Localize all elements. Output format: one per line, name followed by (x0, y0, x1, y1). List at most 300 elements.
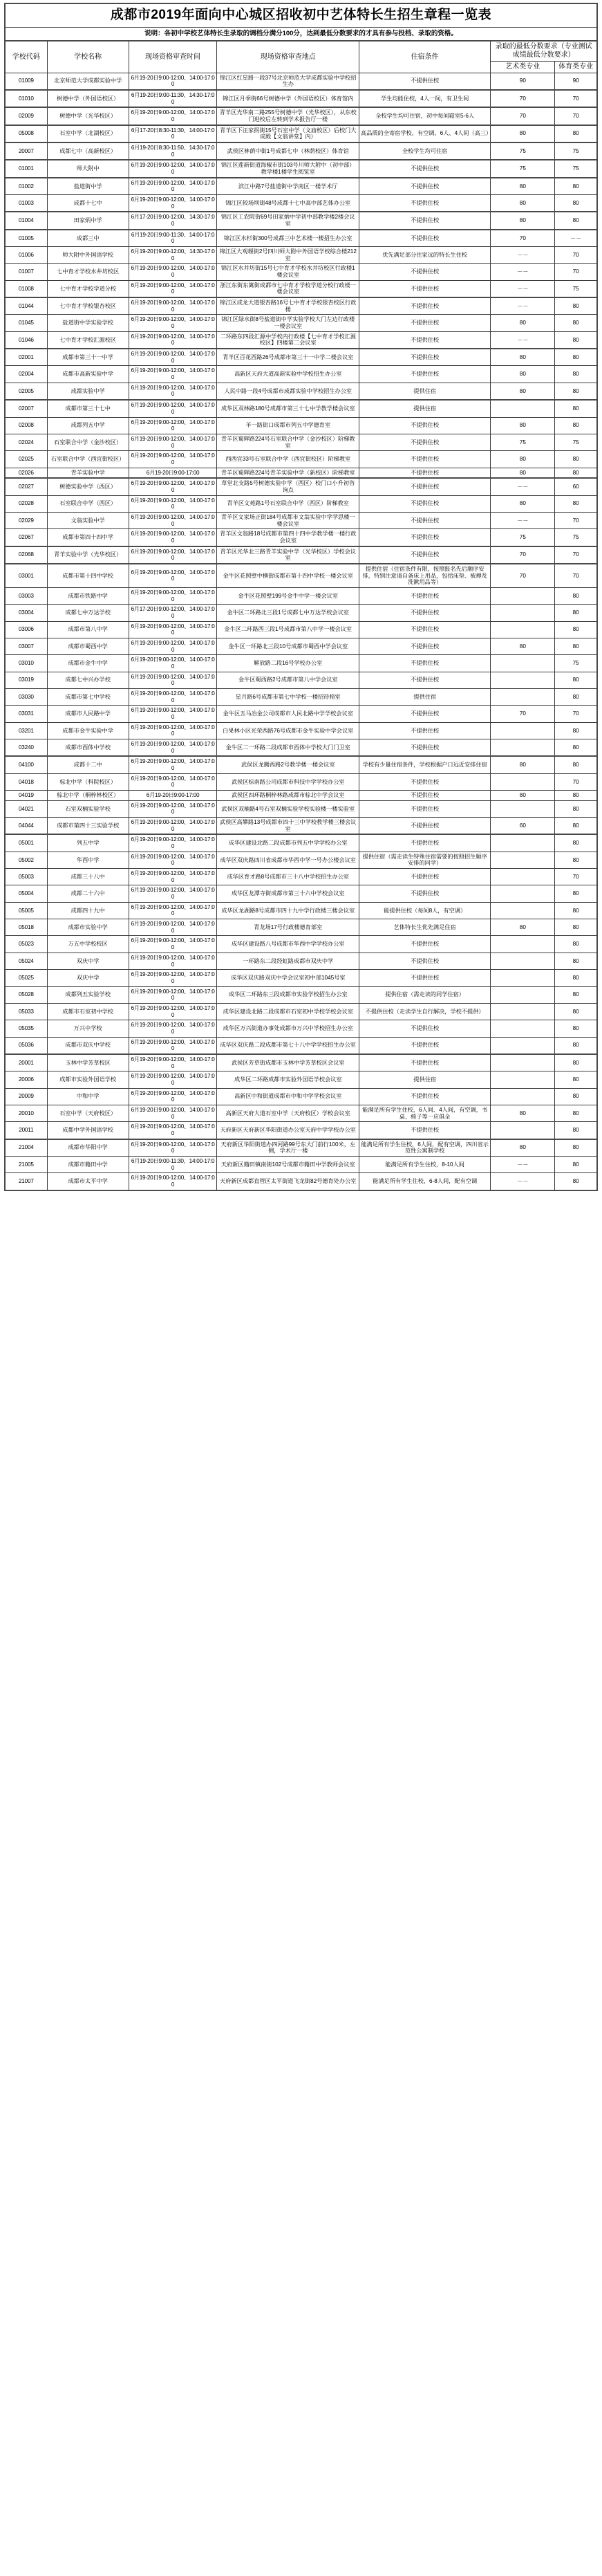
school-code-cell: 20011 (5, 1122, 47, 1139)
art-score-cell (491, 587, 555, 604)
school-code-cell: 05023 (5, 936, 47, 953)
review-time-cell: 6月19-20日9:00-12:00、14:00-17:00 (129, 434, 217, 450)
dorm-condition-cell: 不提供住校 (359, 315, 491, 331)
dorm-condition-cell: 不提供住校 (359, 264, 491, 280)
sport-score-cell: 70 (555, 90, 597, 107)
school-name-cell: 成都市第十四中学校 (47, 564, 129, 588)
art-score-cell: －－ (491, 247, 555, 264)
review-time-cell: 6月19-20日9:00-12:00、14:00-17:00 (129, 919, 217, 936)
review-time-cell: 6月19-20日9:00-12:00、14:00-17:00 (129, 1105, 217, 1121)
school-code-cell: 02068 (5, 546, 47, 564)
school-name-cell: 成都三十八中 (47, 869, 129, 885)
sport-score-cell: 80 (555, 178, 597, 195)
review-time-cell: 6月19-20日9:00-12:00、14:00-17:00 (129, 722, 217, 739)
review-time-cell: 6月19-20日9:00-12:00、14:00-17:00 (129, 478, 217, 495)
dorm-condition-cell: 不提供住校 (359, 773, 491, 790)
header-review-time: 现场资格审查时间 (129, 41, 217, 73)
review-time-cell: 6月19-20日9:00-12:00、14:00-17:00 (129, 1003, 217, 1020)
sport-score-cell: 70 (555, 706, 597, 722)
review-time-cell: 6月19-20日9:00-12:00、14:00-17:00 (129, 756, 217, 773)
art-score-cell: 70 (491, 90, 555, 107)
art-score-cell: 80 (491, 1105, 555, 1121)
dorm-condition-cell: 不提供住校 (359, 349, 491, 366)
school-code-cell: 02027 (5, 478, 47, 495)
review-place-cell: 锦江区大观堰街2号四川师大附中外国语学校综合楼212室 (217, 247, 359, 264)
art-score-cell (491, 885, 555, 902)
table-row (5, 331, 597, 349)
dorm-condition-cell: 能满足所有学生住校，8-10人间 (359, 1156, 491, 1172)
school-name-cell: 师大附中 (47, 160, 129, 177)
school-code-cell: 02024 (5, 434, 47, 450)
dorm-condition-cell: 不提供住校 (359, 512, 491, 528)
school-code-cell: 05025 (5, 970, 47, 986)
sport-score-cell: 75 (555, 142, 597, 160)
review-time-cell: 6月19-20日9:00-12:00、14:00-17:00 (129, 739, 217, 757)
dorm-condition-cell: 不提供住校 (359, 478, 491, 495)
school-name-cell: 列五中学 (47, 834, 129, 852)
review-time-cell: 6月19-20日9:00-12:00、14:00-17:00 (129, 1054, 217, 1071)
sport-score-cell: 80 (555, 1139, 597, 1157)
art-score-cell (491, 1020, 555, 1037)
art-score-cell (491, 1037, 555, 1054)
dorm-condition-cell: 不提供住校 (359, 529, 491, 546)
school-code-cell: 01002 (5, 178, 47, 195)
review-time-cell: 6月17-20日9:00-12:00、14:00-17:00 (129, 605, 217, 621)
review-place-cell: 金牛区花照壁中横街成都市第十四中学校一楼会议室 (217, 564, 359, 588)
dorm-condition-cell: 不提供住校 (359, 495, 491, 512)
table-row (5, 800, 597, 817)
school-name-cell: 青羊实验中学（光华校区） (47, 546, 129, 564)
dorm-condition-cell: 不提供住校 (359, 1122, 491, 1139)
school-code-cell: 05036 (5, 1037, 47, 1054)
dorm-condition-cell: 不提供住校 (359, 869, 491, 885)
dorm-condition-cell: 不提供住校 (359, 587, 491, 604)
school-name-cell: 石室双楠实验学校 (47, 800, 129, 817)
art-score-cell (491, 400, 555, 417)
review-place-cell: 滨江中路7号盐道街中学南区一楼学术厅 (217, 178, 359, 195)
dorm-condition-cell: 提供住宿 (359, 400, 491, 417)
art-score-cell: 80 (491, 919, 555, 936)
dorm-condition-cell: 不提供住校 (359, 451, 491, 468)
table-row (5, 73, 597, 90)
school-name-cell: 盐道街中学 (47, 178, 129, 195)
school-code-cell: 21007 (5, 1173, 47, 1190)
sport-score-cell: 80 (555, 885, 597, 902)
sport-score-cell: 80 (555, 315, 597, 331)
table-row (5, 773, 597, 790)
sport-score-cell: 80 (555, 739, 597, 757)
table-row (5, 936, 597, 953)
school-name-cell: 北京师范大学成都实验中学 (47, 73, 129, 90)
art-score-cell: 80 (491, 349, 555, 366)
review-time-cell: 6月19-20日9:00-12:00、14:00-17:00 (129, 800, 217, 817)
sport-score-cell: 80 (555, 672, 597, 688)
dorm-condition-cell: 全校学生均可住宿，初中每间寝室5-6人 (359, 107, 491, 125)
school-code-cell: 21004 (5, 1139, 47, 1157)
sport-score-cell: 80 (555, 791, 597, 801)
header-school-code: 学校代码 (5, 41, 47, 73)
sport-score-cell: 70 (555, 546, 597, 564)
dorm-condition-cell: 不提供住校 (359, 230, 491, 247)
sport-score-cell: 80 (555, 1173, 597, 1190)
review-place-cell: 成华区育才路8号成都市三十八中学校招生办公室 (217, 869, 359, 885)
school-name-cell: 成都二十六中 (47, 885, 129, 902)
table-row (5, 315, 597, 331)
sport-score-cell: 80 (555, 756, 597, 773)
review-place-cell: 锦江区绿水街8号盐道街中学实验学校大门左边行政楼一楼会议室 (217, 315, 359, 331)
school-name-cell: 棕北中学（桐梓林校区） (47, 791, 129, 801)
table-row (5, 756, 597, 773)
school-name-cell: 玉林中学芳草校区 (47, 1054, 129, 1071)
review-time-cell: 6月19-20日9:00-12:00、14:00-17:00 (129, 400, 217, 417)
review-place-cell: 成华区龙潭寺街成都市第三十六中学校会议室 (217, 885, 359, 902)
art-score-cell (491, 953, 555, 969)
review-time-cell: 6月19-20日9:00-12:00、14:00-17:00 (129, 621, 217, 638)
review-time-cell: 6月19-20日9:00-12:00、14:00-17:00 (129, 546, 217, 564)
school-code-cell: 05033 (5, 1003, 47, 1020)
review-place-cell: 金牛区二环路北三段1号成都七中万达学校会议室 (217, 605, 359, 621)
review-place-cell: 天府新区籍田镇南街102号成都市籍田中学教师会议室 (217, 1156, 359, 1172)
sport-score-cell: 80 (555, 621, 597, 638)
table-row (5, 383, 597, 400)
table-row (5, 869, 597, 885)
table-row (5, 230, 597, 247)
table-row (5, 264, 597, 280)
school-code-cell: 05035 (5, 1020, 47, 1037)
school-name-cell: 成都市实验中学 (47, 919, 129, 936)
review-place-cell: 高新区天府大道石室中学（天府校区）学校会议室 (217, 1105, 359, 1121)
table-row (5, 834, 597, 852)
review-place-cell: 武侯区双楠路4号石室双楠实验学校实验楼一楼实验室 (217, 800, 359, 817)
art-score-cell: 75 (491, 529, 555, 546)
table-row (5, 1122, 597, 1139)
review-place-cell: 成华区龙湖路8号成都市四十九中学行政楼三楼会议室 (217, 902, 359, 919)
dorm-condition-cell: 不提供住校 (359, 212, 491, 229)
school-name-cell: 成都市第四十三实验学校 (47, 818, 129, 835)
dorm-condition-cell: 不提供住校 (359, 953, 491, 969)
sport-score-cell: 80 (555, 383, 597, 400)
dorm-condition-cell: 提供住宿 (359, 383, 491, 400)
table-row (5, 468, 597, 478)
table-row (5, 791, 597, 801)
table-row (5, 349, 597, 366)
table-row (5, 587, 597, 604)
sport-score-cell: 70 (555, 264, 597, 280)
art-score-cell: 80 (491, 315, 555, 331)
sport-score-cell: 80 (555, 1156, 597, 1172)
school-code-cell: 02009 (5, 107, 47, 125)
school-name-cell: 成都市高新实验中学 (47, 366, 129, 383)
school-name-cell: 成都市籍田中学 (47, 1156, 129, 1172)
school-code-cell: 03010 (5, 655, 47, 672)
sport-score-cell: 80 (555, 834, 597, 852)
art-score-cell: 80 (491, 125, 555, 142)
review-time-cell: 6月19-20日9:00-12:00、14:00-17:00 (129, 970, 217, 986)
school-code-cell: 05008 (5, 125, 47, 142)
school-code-cell: 02004 (5, 366, 47, 383)
art-score-cell (491, 773, 555, 790)
art-score-cell: 70 (491, 706, 555, 722)
sport-score-cell: 80 (555, 366, 597, 383)
review-place-cell: 天府新区成都直管区太平街道飞龙街82号德育处办公室 (217, 1173, 359, 1190)
school-name-cell: 七中育才学校水井坊校区 (47, 264, 129, 280)
school-code-cell: 20006 (5, 1071, 47, 1088)
review-place-cell: 武侯区芳草街成都市玉林中学芳草校区会议室 (217, 1054, 359, 1071)
art-score-cell: －－ (491, 331, 555, 349)
school-code-cell: 02025 (5, 451, 47, 468)
school-name-cell: 成都市华阳中学 (47, 1139, 129, 1157)
dorm-condition-cell: 不提供住校 (359, 605, 491, 621)
school-name-cell: 文翁实验中学 (47, 512, 129, 528)
review-time-cell: 6月19-20日9:00-12:00、14:00-17:00 (129, 160, 217, 177)
school-name-cell: 成都市第四十四中学 (47, 529, 129, 546)
review-time-cell: 6月19-20日9:00-12:00、14:00-17:00 (129, 1139, 217, 1157)
dorm-condition-cell: 不提供住校 (359, 546, 491, 564)
dorm-condition-cell: 能满足所有学生住校，6-8人间，配有空调 (359, 1173, 491, 1190)
sport-score-cell: 80 (555, 400, 597, 417)
sport-score-cell: 80 (555, 936, 597, 953)
dorm-condition-cell: 不提供住校 (359, 195, 491, 212)
art-score-cell: 75 (491, 142, 555, 160)
dorm-condition-cell: 提供住宿（需走读生特殊住宿需要的按照招生顺序安排的同学） (359, 852, 491, 868)
review-place-cell: 成华区双庆路二段成都市第七十八中学学校招生办公室 (217, 1037, 359, 1054)
table-row (5, 689, 597, 706)
sport-score-cell: 80 (555, 638, 597, 654)
sport-score-cell: 80 (555, 1037, 597, 1054)
header-school-name: 学校名称 (47, 41, 129, 73)
sport-score-cell: 70 (555, 512, 597, 528)
school-name-cell: 田家炳中学 (47, 212, 129, 229)
school-code-cell: 04018 (5, 773, 47, 790)
review-time-cell: 6月19-20日9:00-12:00、14:00-17:00 (129, 564, 217, 588)
school-name-cell: 成都市第七中学校 (47, 689, 129, 706)
dorm-condition-cell: 优先满足部分住家远的特长生住校 (359, 247, 491, 264)
sport-score-cell: 80 (555, 587, 597, 604)
review-place-cell: 青羊区文苑路1号石室联合中学（西区）阶梯教室 (217, 495, 359, 512)
school-code-cell: 03240 (5, 739, 47, 757)
school-code-cell: 05018 (5, 919, 47, 936)
school-name-cell: 成都七中（高新校区） (47, 142, 129, 160)
dorm-condition-cell: 提供住宿（住宿条件有限，按照报名先后顺序安排，特别注意请自备床上用品，包括床垫、被褥及洗漱用品等） (359, 564, 491, 588)
school-code-cell: 20010 (5, 1105, 47, 1121)
table-row (5, 818, 597, 835)
school-code-cell: 01045 (5, 315, 47, 331)
dorm-condition-cell: 不提供住校 (359, 178, 491, 195)
review-time-cell: 6月19-20日9:00-12:00、14:00-17:00 (129, 417, 217, 434)
review-time-cell: 6月19-20日9:00-12:00、14:00-17:00 (129, 1122, 217, 1139)
sport-score-cell: 80 (555, 451, 597, 468)
art-score-cell (491, 672, 555, 688)
school-code-cell: 05002 (5, 852, 47, 868)
school-code-cell: 04021 (5, 800, 47, 817)
school-name-cell: 中和中学 (47, 1088, 129, 1105)
school-code-cell: 01046 (5, 331, 47, 349)
school-code-cell: 03001 (5, 564, 47, 588)
review-place-cell: 草堂北支路5号树德实验中学（西区）校门口小升初咨询点 (217, 478, 359, 495)
review-time-cell: 6月19-20日9:00-12:00、14:00-17:00 (129, 587, 217, 604)
dorm-condition-cell: 能满足所有学生住校，6人间，配有空调，四川省示范性公寓制学校 (359, 1139, 491, 1157)
school-code-cell: 04019 (5, 791, 47, 801)
school-name-cell: 成都市石室初中学校 (47, 1003, 129, 1020)
art-score-cell: 90 (491, 73, 555, 90)
review-time-cell: 6月19-20日9:00-12:00、14:00-17:00 (129, 178, 217, 195)
review-place-cell: 金牛区蜀西路2号成都市第八中学会议室 (217, 672, 359, 688)
table-row (5, 986, 597, 1003)
table-row (5, 1173, 597, 1190)
review-place-cell: 成华区建设路八号成都市华西中学学校办公室 (217, 936, 359, 953)
dorm-condition-cell: 不提供住校 (359, 366, 491, 383)
art-score-cell (491, 689, 555, 706)
school-name-cell: 石室联合中学（西区） (47, 495, 129, 512)
dorm-condition-cell: 能满足所有学生住校，6人间、4人间，有空调，书桌、椅子等一应俱全 (359, 1105, 491, 1121)
review-place-cell: 浙江东街东篱街成都市七中育才学校学道分校行政楼一楼会议室 (217, 280, 359, 297)
table-row (5, 280, 597, 297)
art-score-cell: 70 (491, 546, 555, 564)
art-score-cell (491, 1071, 555, 1088)
sport-score-cell: 70 (555, 869, 597, 885)
school-name-cell: 成都市双庆中学校 (47, 1037, 129, 1054)
school-code-cell: 01006 (5, 247, 47, 264)
review-time-cell: 6月19-20日9:00-12:00、14:00-17:00 (129, 297, 217, 315)
table-row (5, 902, 597, 919)
sport-score-cell: 75 (555, 529, 597, 546)
table-row (5, 160, 597, 177)
school-code-cell: 03006 (5, 621, 47, 638)
review-place-cell: 二环路东四段汇源中学校内行政楼【七中育才学校汇源校区】四楼第二会议室 (217, 331, 359, 349)
review-place-cell: 高新区天府大道高新实验中学校招生办公室 (217, 366, 359, 383)
review-time-cell: 6月19-20日9:00-12:00、14:00-17:00 (129, 495, 217, 512)
school-code-cell: 04100 (5, 756, 47, 773)
sport-score-cell: 80 (555, 1003, 597, 1020)
table-row (5, 478, 597, 495)
school-name-cell: 棕北中学（科院校区） (47, 773, 129, 790)
review-time-cell: 6月19-20日9:00-12:00、14:00-17:00 (129, 315, 217, 331)
art-score-cell: 80 (491, 195, 555, 212)
school-code-cell: 03003 (5, 587, 47, 604)
review-place-cell: 青龙场17号行政楼德育部室 (217, 919, 359, 936)
document-note: 说明：各初中学校艺体特长生录取的调档分满分100分，达到最低分数要求的才具有参与投档、录取的资格。 (144, 29, 458, 37)
art-score-cell: 80 (491, 212, 555, 229)
school-name-cell: 成都市太平中学 (47, 1173, 129, 1190)
art-score-cell: －－ (491, 478, 555, 495)
table-row (5, 655, 597, 672)
school-name-cell: 树德中学（外国语校区） (47, 90, 129, 107)
review-place-cell: 金牛区花照壁199号金牛中学一楼会议室 (217, 587, 359, 604)
art-score-cell: －－ (491, 512, 555, 528)
dorm-condition-cell: 不提供住校 (359, 885, 491, 902)
school-code-cell: 03201 (5, 722, 47, 739)
school-code-cell: 03030 (5, 689, 47, 706)
table-row (5, 495, 597, 512)
school-code-cell: 01009 (5, 73, 47, 90)
review-place-cell: 成华区万兴街道办事处成都市万兴中学校招生办公室 (217, 1020, 359, 1037)
table-row (5, 1156, 597, 1172)
review-time-cell: 6月19-20日9:00-12:00、14:00-17:00 (129, 1037, 217, 1054)
dorm-condition-cell: 不提供住校 (359, 970, 491, 986)
review-place-cell: 白果林小区光荣西路76号成都市金牛实验中学会议室 (217, 722, 359, 739)
art-score-cell (491, 852, 555, 868)
title-band (4, 3, 598, 27)
art-score-cell: 60 (491, 818, 555, 835)
school-name-cell: 万兴中学校 (47, 1020, 129, 1037)
table-body (5, 73, 597, 1190)
art-score-cell (491, 986, 555, 1003)
review-time-cell: 6月19-20日9:00-12:00、14:00-17:00 (129, 1088, 217, 1105)
review-place-cell: 锦江区较场坝街48号成都十七中高中部艺体办公室 (217, 195, 359, 212)
review-place-cell: 锦江区工农院街69号田家炳中学初中部教学楼2楼会议室 (217, 212, 359, 229)
school-code-cell: 01001 (5, 160, 47, 177)
school-name-cell: 成都实验中学 (47, 383, 129, 400)
school-code-cell: 05024 (5, 953, 47, 969)
review-place-cell: 一环路东二段经虹路成都市双庆中学 (217, 953, 359, 969)
school-code-cell: 01007 (5, 264, 47, 280)
sport-score-cell: 75 (555, 160, 597, 177)
page-title: 成都市2019年面向中心城区招收初中艺体特长生招生章程一览表 (110, 8, 492, 22)
table-row (5, 852, 597, 868)
review-time-cell: 6月19-20日9:00-12:00、14:30-17:00 (129, 247, 217, 264)
art-score-cell: 80 (491, 1139, 555, 1157)
table-header (5, 41, 597, 73)
dorm-condition-cell: 不提供住校 (359, 1054, 491, 1071)
school-name-cell: 成都市西体中学校 (47, 739, 129, 757)
school-name-cell: 成都市铁路中学 (47, 587, 129, 604)
review-place-cell: 锦江区成龙大道银杏路16号七中育才学校银杏校区行政楼 (217, 297, 359, 315)
art-score-cell (491, 722, 555, 739)
table-row (5, 142, 597, 160)
review-time-cell: 6月19-20日9:00-12:00、14:00-17:00 (129, 1071, 217, 1088)
table-row (5, 1105, 597, 1121)
art-score-cell: 80 (491, 638, 555, 654)
school-code-cell: 05004 (5, 885, 47, 902)
dorm-condition-cell: 不提供住校 (359, 417, 491, 434)
review-place-cell: 锦江区红星路一段37号北京师范大学成都实验中学校招生办 (217, 73, 359, 90)
review-place-cell: 青羊区百花西路26号成都市第三十一中学二楼会议室 (217, 349, 359, 366)
school-name-cell: 七中育才学校汇源校区 (47, 331, 129, 349)
art-score-cell (491, 936, 555, 953)
review-place-cell: 武侯区四环路桐梓林路成都市棕北中学会议室 (217, 791, 359, 801)
art-score-cell (491, 800, 555, 817)
dorm-condition-cell: 不提供住校 (359, 1088, 491, 1105)
sport-score-cell: －－ (555, 230, 597, 247)
table-row (5, 451, 597, 468)
school-name-cell: 七中育才学校学道分校 (47, 280, 129, 297)
school-code-cell: 02008 (5, 417, 47, 434)
review-place-cell: 天府新区天府新区华阳街道办公室天府中学学校办公室 (217, 1122, 359, 1139)
dorm-condition-cell: 学生均能住校，4人一间，有卫生间 (359, 90, 491, 107)
sport-score-cell: 80 (555, 986, 597, 1003)
art-score-cell (491, 834, 555, 852)
review-time-cell: 6月19-20日9:00-12:00、14:00-17:00 (129, 706, 217, 722)
header-review-place: 现场资格审查地点 (217, 41, 359, 73)
dorm-condition-cell: 提供住宿（需走读的同学住宿） (359, 986, 491, 1003)
sport-score-cell: 80 (555, 1054, 597, 1071)
art-score-cell: 70 (491, 107, 555, 125)
dorm-condition-cell: 不提供住校 (359, 297, 491, 315)
sport-score-cell: 80 (555, 297, 597, 315)
review-place-cell: 青羊区蜀辉路224号石室联合中学（金沙校区）阶梯教室 (217, 434, 359, 450)
review-time-cell: 6月19-20日9:00-12:00、14:00-17:00 (129, 885, 217, 902)
header-dorm-condition: 住宿条件 (359, 41, 491, 73)
review-place-cell: 青羊区光华南二路255号树德中学（光华校区），从东校门进校后左转到学术报告厅一楼 (217, 107, 359, 125)
school-code-cell: 02005 (5, 383, 47, 400)
review-time-cell: 6月19-20日9:00-11:30、14:30-17:00 (129, 90, 217, 107)
school-name-cell: 成都市第八中学 (47, 621, 129, 638)
sport-score-cell: 80 (555, 818, 597, 835)
art-score-cell: －－ (491, 297, 555, 315)
review-time-cell: 6月19-20日9:00-12:00、14:00-17:00 (129, 107, 217, 125)
school-name-cell: 盐道街中学实验学校 (47, 315, 129, 331)
header-art-score: 艺术类专业 (491, 61, 555, 73)
